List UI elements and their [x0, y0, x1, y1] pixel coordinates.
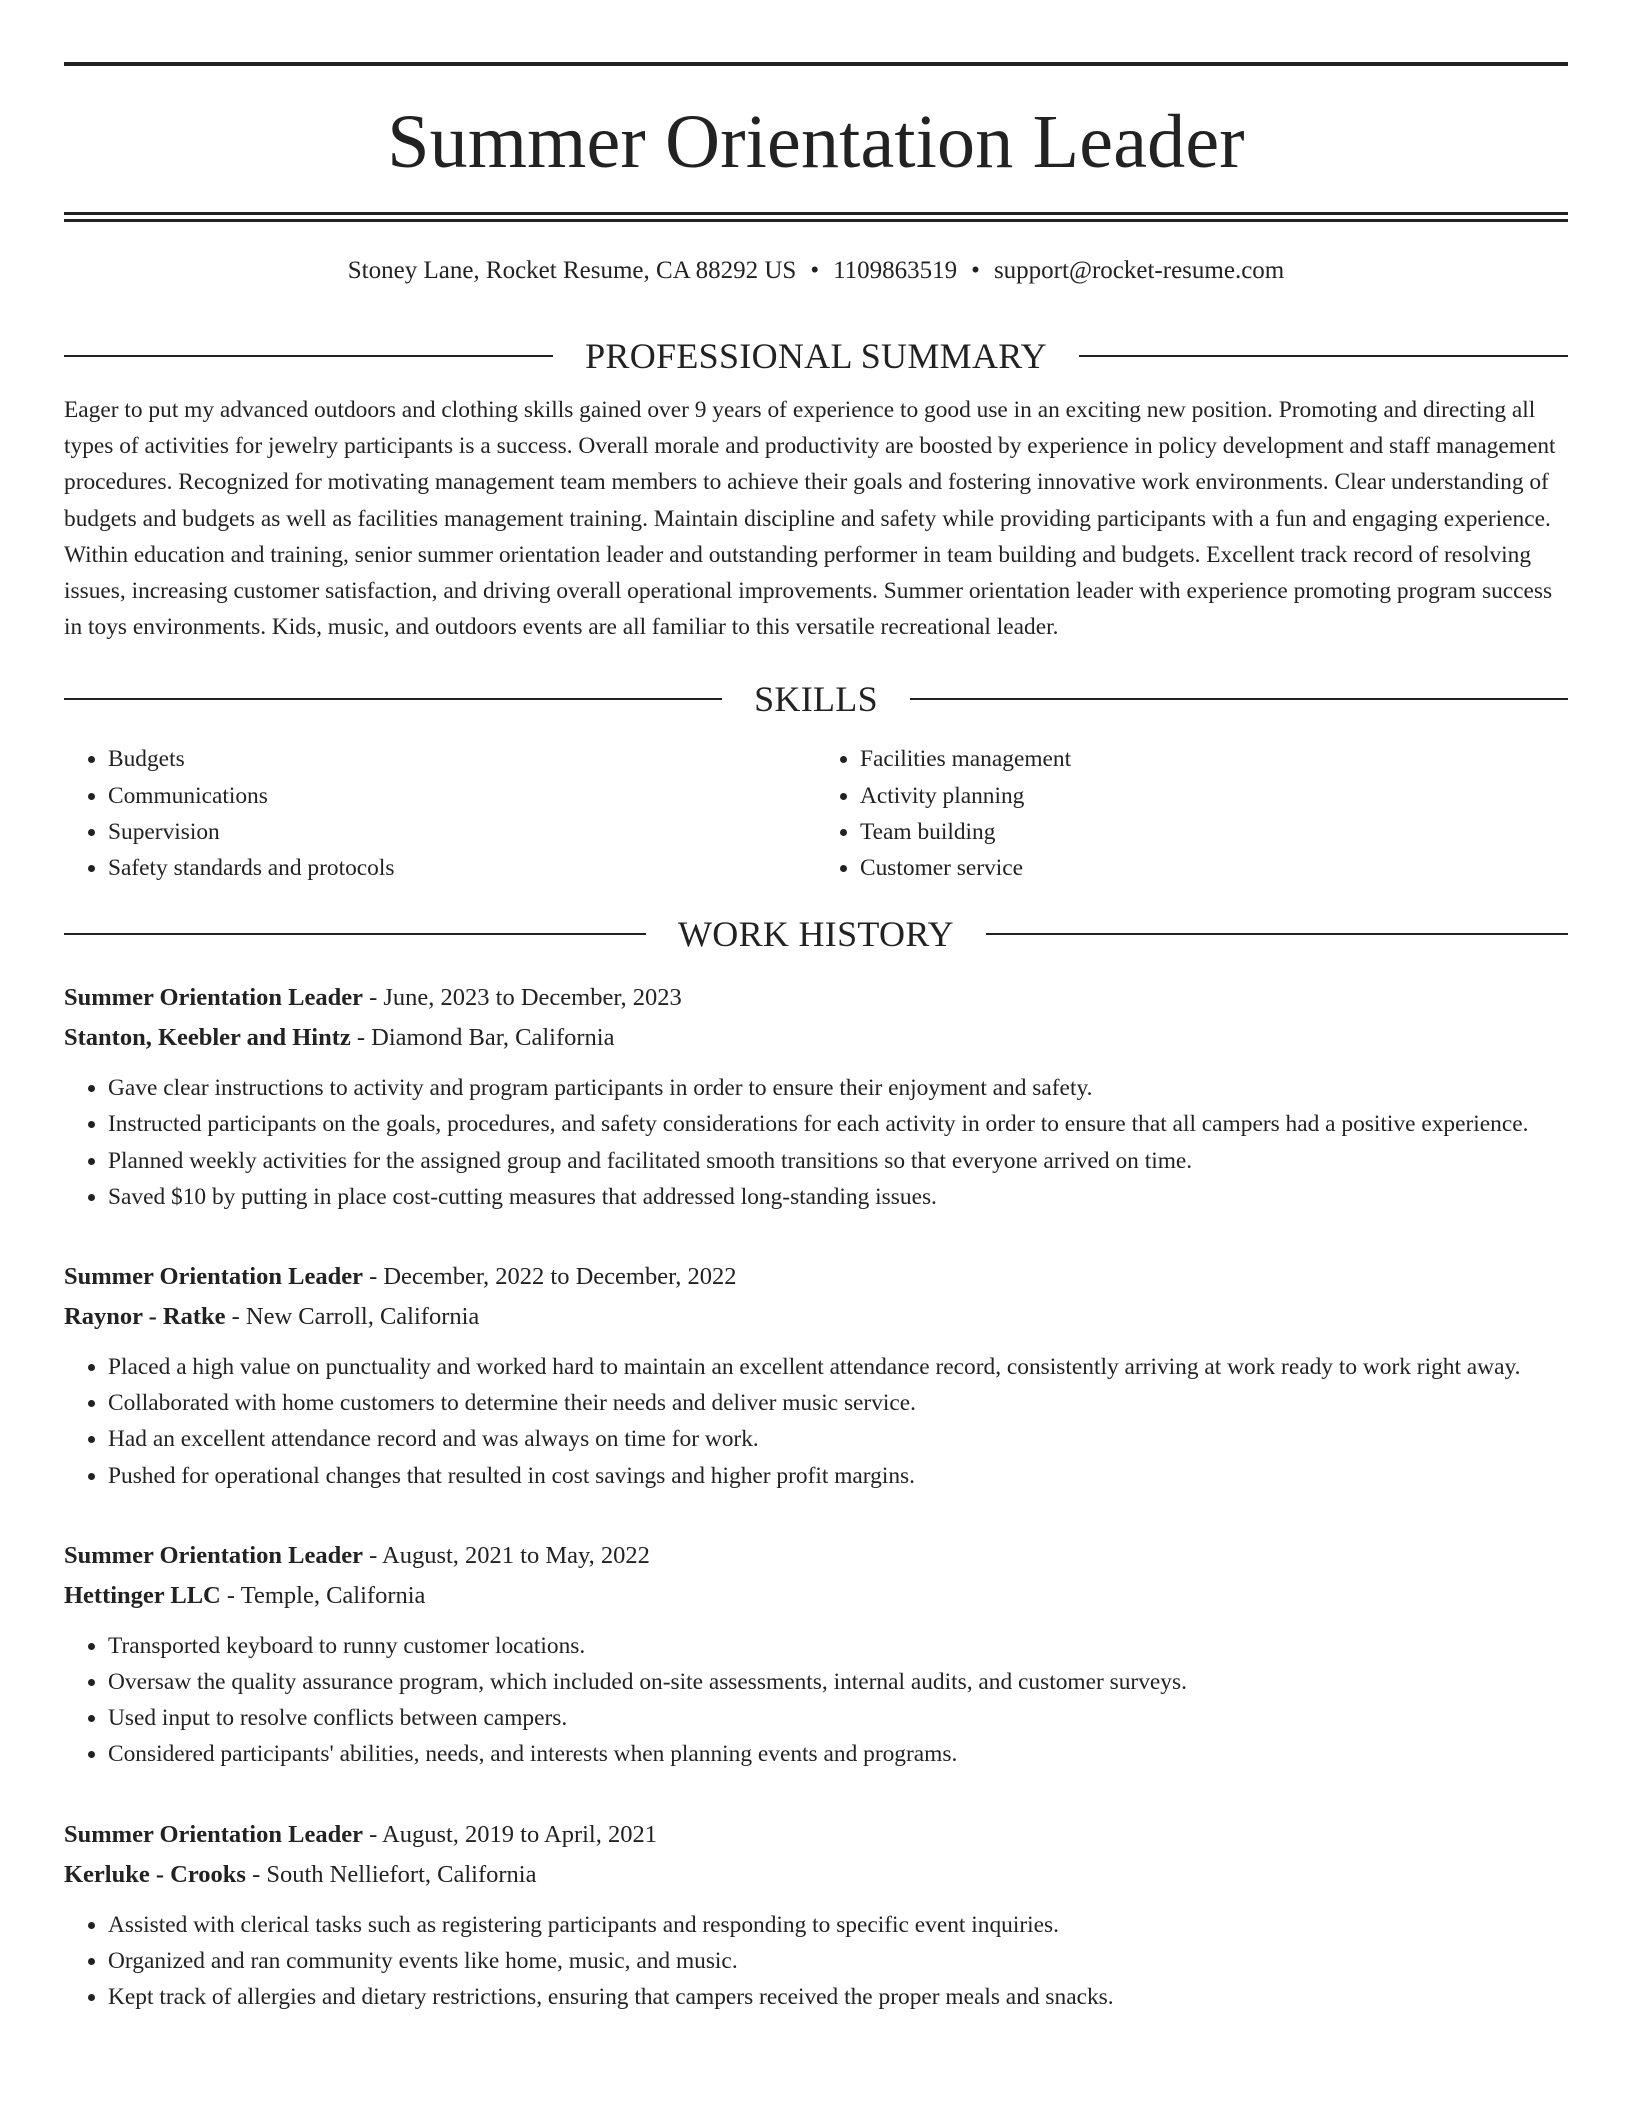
heading-rule-left	[64, 933, 646, 935]
job-company: Kerluke - Crooks	[64, 1860, 246, 1888]
title-double-rule	[64, 212, 1568, 222]
job-location: - New Carroll, California	[225, 1303, 480, 1331]
job-bullet: • Placed a high value on punctuality and worked hard to maintain an excellent attendance record, consistently arriving at work ready to work right away.	[108, 1349, 1568, 1385]
contact-separator: •	[971, 257, 980, 284]
job-entry	[64, 1536, 1568, 1773]
job-bullet: • Instructed participants on the goals, procedures, and safety considerations for each activity in order to ensure that all campers had a positive experience.	[108, 1106, 1568, 1142]
contact-address: Stoney Lane, Rocket Resume, CA 88292 US	[347, 257, 797, 284]
job-bullet: • Had an excellent attendance record and was always on time for work.	[108, 1421, 1568, 1457]
skill-item: • Team building	[860, 814, 1568, 850]
job-dates: - August, 2019 to April, 2021	[362, 1820, 657, 1848]
resume-title: Summer Orientation Leader	[387, 100, 1245, 184]
job-location: - Diamond Bar, California	[350, 1024, 615, 1052]
job-company: Stanton, Keebler and Hintz	[64, 1024, 351, 1052]
job-dates: - June, 2023 to December, 2023	[362, 984, 682, 1012]
job-bullets	[64, 1628, 1568, 1773]
job-dates: - December, 2022 to December, 2022	[362, 1263, 737, 1291]
job-company-line	[64, 1018, 1568, 1058]
section-title-work: WORK HISTORY	[678, 914, 954, 955]
job-title-line	[64, 1536, 1568, 1576]
job-bullet: • Used input to resolve conflicts between campers.	[108, 1700, 1568, 1736]
job-bullet: • Saved $10 by putting in place cost-cutting measures that addressed long-standing issues.	[108, 1179, 1568, 1215]
job-company-line	[64, 1576, 1568, 1616]
skill-item: • Safety standards and protocols	[108, 850, 816, 886]
contact-line	[64, 256, 1568, 286]
job-entry	[64, 1815, 1568, 2016]
job-company-line	[64, 1855, 1568, 1895]
job-title-line	[64, 978, 1568, 1018]
job-dates: - August, 2021 to May, 2022	[362, 1541, 650, 1569]
job-bullet: • Pushed for operational changes that resulted in cost savings and higher profit margins.	[108, 1458, 1568, 1494]
skills-column-left	[64, 741, 816, 886]
job-bullets	[64, 1349, 1568, 1494]
job-title: Summer Orientation Leader	[64, 1541, 363, 1569]
skills-list	[64, 741, 1568, 886]
job-bullet: • Kept track of allergies and dietary restrictions, ensuring that campers received the proper meals and snacks.	[108, 1979, 1568, 2015]
job-title: Summer Orientation Leader	[64, 1820, 363, 1848]
section-title-skills: SKILLS	[754, 679, 878, 720]
job-bullet: • Transported keyboard to runny customer locations.	[108, 1628, 1568, 1664]
job-company: Raynor - Ratke	[64, 1303, 226, 1331]
job-bullets	[64, 1907, 1568, 2016]
skill-item: • Customer service	[860, 850, 1568, 886]
job-bullet: • Collaborated with home customers to determine their needs and deliver music service.	[108, 1385, 1568, 1421]
skill-item: • Communications	[108, 778, 816, 814]
job-title-line	[64, 1257, 1568, 1297]
heading-rule-left	[64, 355, 553, 357]
skill-item: • Activity planning	[860, 778, 1568, 814]
skill-item: • Budgets	[108, 741, 816, 777]
section-heading-summary	[64, 338, 1568, 374]
heading-rule-left	[64, 698, 722, 700]
section-heading-work	[64, 914, 1568, 955]
job-location: - South Nelliefort, California	[245, 1860, 537, 1888]
job-company-line	[64, 1297, 1568, 1337]
contact-email: support@rocket-resume.com	[993, 257, 1285, 284]
section-heading-skills	[64, 679, 1568, 720]
heading-rule-right	[910, 698, 1568, 700]
heading-rule-right	[1079, 355, 1568, 357]
job-bullet: • Considered participants' abilities, needs, and interests when planning events and programs.	[108, 1736, 1568, 1772]
contact-phone: 1109863519	[833, 257, 958, 284]
skill-item: • Facilities management	[860, 741, 1568, 777]
job-entry	[64, 1257, 1568, 1494]
skills-column-right	[816, 741, 1568, 886]
job-entry	[64, 978, 1568, 1215]
summary-paragraph: Eager to put my advanced outdoors and clothing skills gained over 9 years of experience to good use in an exciting new position. Promoting and directing all types of activities for jewelry participants is a success. Overall morale and productivity are boosted by experience in policy development and staff management procedures. Recognized for motivating management team members to achieve their goals and fostering innovative work environments. Clear understanding of budgets and budgets as well as facilities management training. Maintain discipline and safety while providing participants with a fun and engaging experience. Within education and training, senior summer orientation leader and outstanding performer in team building and budgets. Excellent track record of resolving issues, increasing customer satisfaction, and driving overall operational improvements. Summer orientation leader with experience promoting program success in toys environments. Kids, music, and outdoors events are all familiar to this versatile recreational leader.	[64, 397, 1556, 641]
heading-rule-right	[986, 933, 1568, 935]
top-rule	[64, 62, 1568, 66]
job-bullet: • Organized and ran community events like home, music, and music.	[108, 1943, 1568, 1979]
job-company: Hettinger LLC	[64, 1581, 221, 1609]
job-title: Summer Orientation Leader	[64, 984, 363, 1012]
job-title-line	[64, 1815, 1568, 1855]
job-location: - Temple, California	[220, 1581, 426, 1609]
skill-item: • Supervision	[108, 814, 816, 850]
job-bullet: • Assisted with clerical tasks such as registering participants and responding to specific event inquiries.	[108, 1907, 1568, 1943]
job-bullets	[64, 1070, 1568, 1215]
contact-separator: •	[810, 257, 820, 284]
job-bullet: • Oversaw the quality assurance program, which included on-site assessments, internal audits, and customer surveys.	[108, 1664, 1568, 1700]
section-title-summary: PROFESSIONAL SUMMARY	[585, 336, 1047, 376]
job-title: Summer Orientation Leader	[64, 1263, 363, 1291]
job-bullet: • Gave clear instructions to activity and program participants in order to ensure their enjoyment and safety.	[108, 1070, 1568, 1106]
job-bullet: • Planned weekly activities for the assigned group and facilitated smooth transitions so that everyone arrived on time.	[108, 1143, 1568, 1179]
